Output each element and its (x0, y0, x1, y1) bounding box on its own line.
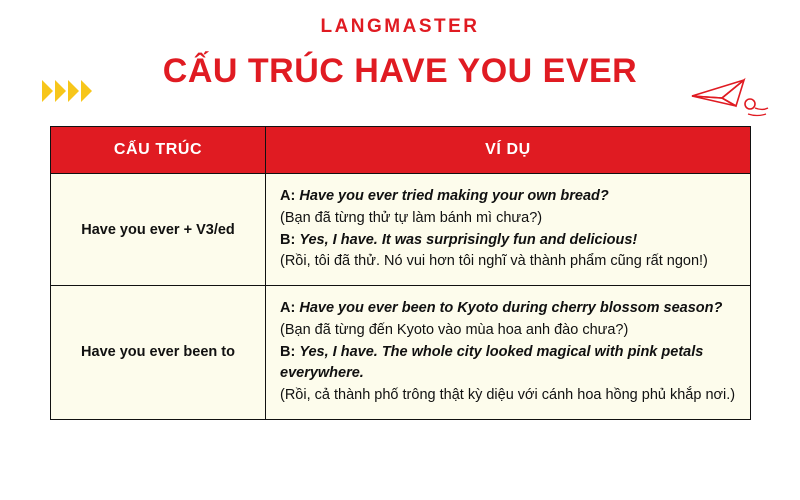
table-row (51, 174, 751, 286)
structure-label: Have you ever been to (51, 286, 266, 420)
structure-table (50, 126, 751, 420)
example-cell (266, 174, 751, 286)
example-vietnamese: (Rồi, cả thành phố trông thật kỳ diệu với cánh hoa hồng phủ khắp nơi.) (280, 387, 736, 403)
example-vietnamese: (Bạn đã từng đến Kyoto vào mùa hoa anh đào chưa?) (280, 321, 629, 338)
example-english: Yes, I have. It was surprisingly fun and delicious! (299, 231, 638, 248)
speaker-label: B: (280, 343, 296, 360)
structure-label: Have you ever + V3/ed (51, 174, 266, 286)
speaker-label: A: (280, 188, 296, 204)
chevron-right-icon-1 (42, 80, 53, 102)
chevron-right-icon-2 (55, 80, 66, 102)
example-line (280, 230, 736, 252)
example-vietnamese: (Rồi, tôi đã thử. Nó vui hơn tôi nghĩ và thành phẩm cũng rất ngon!) (280, 253, 708, 270)
example-vietnamese: (Bạn đã từng thử tự làm bánh mì chưa?) (280, 209, 543, 226)
example-line (280, 342, 736, 386)
example-cell (266, 286, 751, 420)
speaker-label: A: (280, 300, 296, 316)
example-english: Have you ever tried making your own bread? (299, 188, 609, 204)
chevron-right-icon-4 (81, 80, 92, 102)
column-header-example: VÍ DỤ (266, 127, 751, 174)
table-header-row (51, 127, 751, 174)
example-english: Have you ever been to Kyoto during cherry blossom season? (299, 300, 723, 316)
page-title: CẤU TRÚC HAVE YOU EVER (162, 52, 638, 90)
speaker-label: B: (280, 231, 296, 248)
chevron-right-icon-3 (68, 80, 79, 102)
paper-plane-icon (688, 74, 772, 120)
example-line (280, 298, 736, 320)
column-header-structure: CẤU TRÚC (51, 127, 266, 174)
table-row (51, 286, 751, 420)
example-line (280, 186, 736, 208)
double-chevron-right-icon (42, 80, 92, 102)
brand-logo: LANGMASTER (320, 16, 480, 37)
example-english: Yes, I have. The whole city looked magical with pink petals everywhere. (280, 343, 704, 382)
